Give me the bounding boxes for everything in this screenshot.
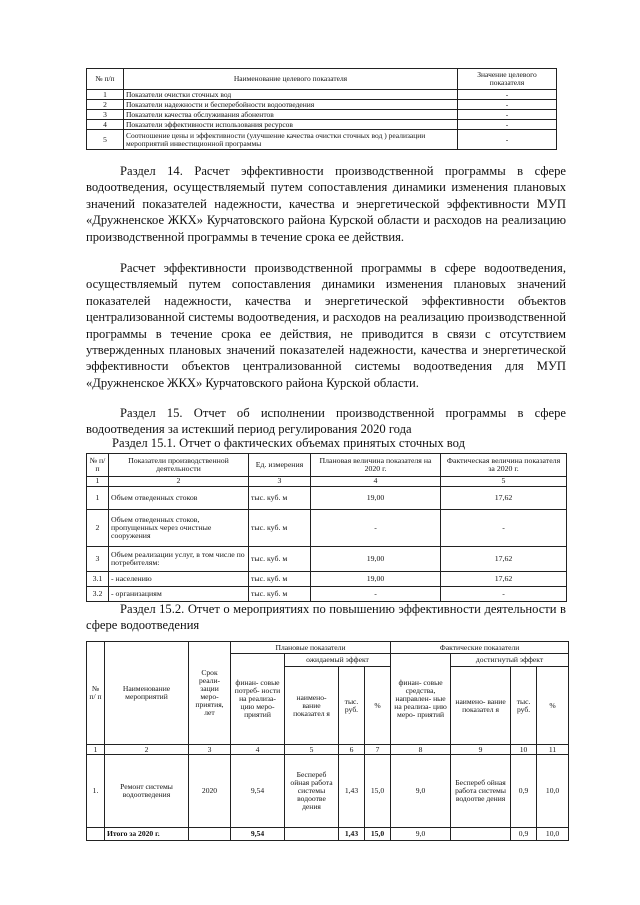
achieved-effect-thousand-rub: 0,9	[511, 755, 537, 828]
header-cell: Плановая величина показателя на 2020 г.	[311, 454, 441, 477]
column-number: 9	[451, 745, 511, 755]
header-cell: финан- совые потреб- ности на реализа- цию меро- приятий	[231, 654, 285, 745]
indicator-value: -	[458, 100, 557, 110]
table-row	[87, 572, 567, 587]
indicator-name: Показатели надежности и бесперебойности водоотведения	[124, 100, 458, 110]
section-14-body: Расчет эффективности производственной программы в сфере водоотведения, осуществляемый путем сопоставления динамики изменения плановых значений показателей надежности, качества и энергетической эффективности объектов централизованной системы водоотведения, и расходов на реализацию производственной программы в течение срока ее действия, не приводится в связи с отсутствием утвержденных плановых значений показателей надежности, качества и энергетической эффективности объектов централизованной системы водоотведения для МУП «Дружненское ЖКХ» Курчатовского района Курской области.	[86, 261, 566, 390]
header-cell: Наименование целевого показателя	[124, 69, 458, 90]
indicator-name: Объем отведенных стоков, пропущенных через очистные сооружения	[109, 510, 249, 547]
row-number: 2	[87, 510, 109, 547]
row-number: 3.1	[87, 572, 109, 587]
indicator-name: - населению	[109, 572, 249, 587]
planned-value: 19,00	[311, 547, 441, 572]
table-row	[87, 130, 557, 150]
total-expected-percent: 15,0	[365, 828, 391, 841]
row-number: 2	[87, 100, 124, 110]
indicator-name: - организациям	[109, 587, 249, 602]
efficiency-measures-table	[86, 641, 569, 841]
column-number: 1	[87, 745, 105, 755]
header-cell: Срок реали- зации меро- приятия, лет	[189, 642, 231, 745]
table-header-row	[87, 454, 567, 477]
column-number: 6	[339, 745, 365, 755]
header-cell: наимено- вание показател я	[285, 667, 339, 745]
indicator-name: Показатели качества обслуживания абонентов	[124, 110, 458, 120]
table-row	[87, 547, 567, 572]
total-achieved-thousand-rub: 0,9	[511, 828, 537, 841]
column-number: 1	[87, 477, 109, 487]
unit: тыс. куб. м	[249, 587, 311, 602]
planned-funding: 9,54	[231, 755, 285, 828]
table-row	[87, 755, 569, 828]
row-number: 1.	[87, 755, 105, 828]
column-number: 5	[285, 745, 339, 755]
achieved-effect-name: Беспереб ойная работа системы водоотве дения	[451, 755, 511, 828]
section-15-heading: Раздел 15. Отчет об исполнении производственной программы в сфере водоотведения за истекший период регулирования 2020 года	[86, 406, 566, 437]
table-row	[87, 487, 567, 510]
indicator-value: -	[458, 120, 557, 130]
total-planned-funding: 9,54	[231, 828, 285, 841]
indicator-name: Показатели эффективности использования ресурсов	[124, 120, 458, 130]
header-cell: финан- совые средства, направлен- ные на реализа- цию меро- приятий	[391, 654, 451, 745]
header-cell: %	[365, 667, 391, 745]
indicator-value: -	[458, 90, 557, 100]
header-cell: %	[537, 667, 569, 745]
header-cell: достигнутый эффект	[451, 654, 569, 667]
column-number: 2	[109, 477, 249, 487]
unit: тыс. куб. м	[249, 510, 311, 547]
table-row	[87, 510, 567, 547]
actual-funding: 9,0	[391, 755, 451, 828]
table-row	[87, 90, 557, 100]
actual-value: 17,62	[441, 547, 567, 572]
column-number: 8	[391, 745, 451, 755]
header-cell: № п/ п	[87, 642, 105, 745]
total-achieved-percent: 10,0	[537, 828, 569, 841]
row-number: 5	[87, 130, 124, 150]
actual-value: -	[441, 510, 567, 547]
total-actual-funding: 9,0	[391, 828, 451, 841]
header-cell: Фактическая величина показателя за 2020 г.	[441, 454, 567, 477]
header-cell: наимено- вание показател я	[451, 667, 511, 745]
header-cell: Показатели производственной деятельности	[109, 454, 249, 477]
row-number: 3.2	[87, 587, 109, 602]
header-cell: тыс. руб.	[339, 667, 365, 745]
indicator-value: -	[458, 130, 557, 150]
table-header-row	[87, 642, 569, 654]
row-number: 3	[87, 547, 109, 572]
planned-value: 19,00	[311, 487, 441, 510]
actual-value: 17,62	[441, 487, 567, 510]
row-number: 4	[87, 120, 124, 130]
measure-name: Ремонт системы водоотведения	[105, 755, 189, 828]
column-number: 3	[249, 477, 311, 487]
unit: тыс. куб. м	[249, 572, 311, 587]
header-cell: Плановые показатели	[231, 642, 391, 654]
indicator-name: Соотношение цены и эффективности (улучшение качества очистки сточных вод ) реализации мероприятий инвестиционной программы	[124, 130, 458, 150]
row-number: 1	[87, 487, 109, 510]
target-indicators-table	[86, 68, 557, 150]
section-15-1-caption: Раздел 15.1. Отчет о фактических объемах принятых сточных вод	[112, 436, 466, 450]
section-14-heading: Раздел 14. Расчет эффективности производственной программы в сфере водоотведения, осуществляемый путем сопоставления динамики изменения плановых значений показателей надежности, качества и энергетической эффективности МУП «Дружненское ЖКХ» Курчатовского района Курской области и расходов на реализацию производственной программы в течение срока ее действия.	[86, 164, 566, 244]
table-row	[87, 587, 567, 602]
header-cell: Ед. измерения	[249, 454, 311, 477]
total-cell	[285, 828, 339, 841]
column-number: 11	[537, 745, 569, 755]
column-number: 2	[105, 745, 189, 755]
column-number-row	[87, 745, 569, 755]
header-cell: тыс. руб.	[511, 667, 537, 745]
table-row	[87, 100, 557, 110]
expected-effect-thousand-rub: 1,43	[339, 755, 365, 828]
column-number: 10	[511, 745, 537, 755]
achieved-effect-percent: 10,0	[537, 755, 569, 828]
column-number: 3	[189, 745, 231, 755]
table-row	[87, 110, 557, 120]
section-15-2-heading: Раздел 15.2. Отчет о мероприятиях по повышению эффективности деятельности в сфере водоотведения	[86, 602, 566, 633]
total-cell	[189, 828, 231, 841]
unit: тыс. куб. м	[249, 547, 311, 572]
planned-value: -	[311, 510, 441, 547]
header-cell: Фактические показатели	[391, 642, 569, 654]
actual-value: -	[441, 587, 567, 602]
table-header-row	[87, 69, 557, 90]
total-row	[87, 828, 569, 841]
unit: тыс. куб. м	[249, 487, 311, 510]
header-cell: Значение целевого показателя	[458, 69, 557, 90]
actual-value: 17,62	[441, 572, 567, 587]
total-expected-thousand-rub: 1,43	[339, 828, 365, 841]
header-cell: Наименование мероприятий	[105, 642, 189, 745]
column-number: 4	[311, 477, 441, 487]
measure-term: 2020	[189, 755, 231, 828]
indicator-name: Объем отведенных стоков	[109, 487, 249, 510]
expected-effect-name: Беспереб ойная работа системы водоотве дения	[285, 755, 339, 828]
header-cell: ожидаемый эффект	[285, 654, 391, 667]
indicator-name: Показатели очистки сточных вод	[124, 90, 458, 100]
header-cell: № п/п	[87, 69, 124, 90]
column-number: 5	[441, 477, 567, 487]
total-label: Итого за 2020 г.	[105, 828, 189, 841]
indicator-name: Объем реализации услуг, в том числе по потребителям:	[109, 547, 249, 572]
total-cell	[87, 828, 105, 841]
wastewater-volume-table	[86, 453, 567, 602]
row-number: 3	[87, 110, 124, 120]
expected-effect-percent: 15,0	[365, 755, 391, 828]
table-row	[87, 120, 557, 130]
column-number: 4	[231, 745, 285, 755]
header-cell: № п/п	[87, 454, 109, 477]
total-cell	[451, 828, 511, 841]
column-number: 7	[365, 745, 391, 755]
column-number-row	[87, 477, 567, 487]
planned-value: -	[311, 587, 441, 602]
planned-value: 19,00	[311, 572, 441, 587]
indicator-value: -	[458, 110, 557, 120]
row-number: 1	[87, 90, 124, 100]
